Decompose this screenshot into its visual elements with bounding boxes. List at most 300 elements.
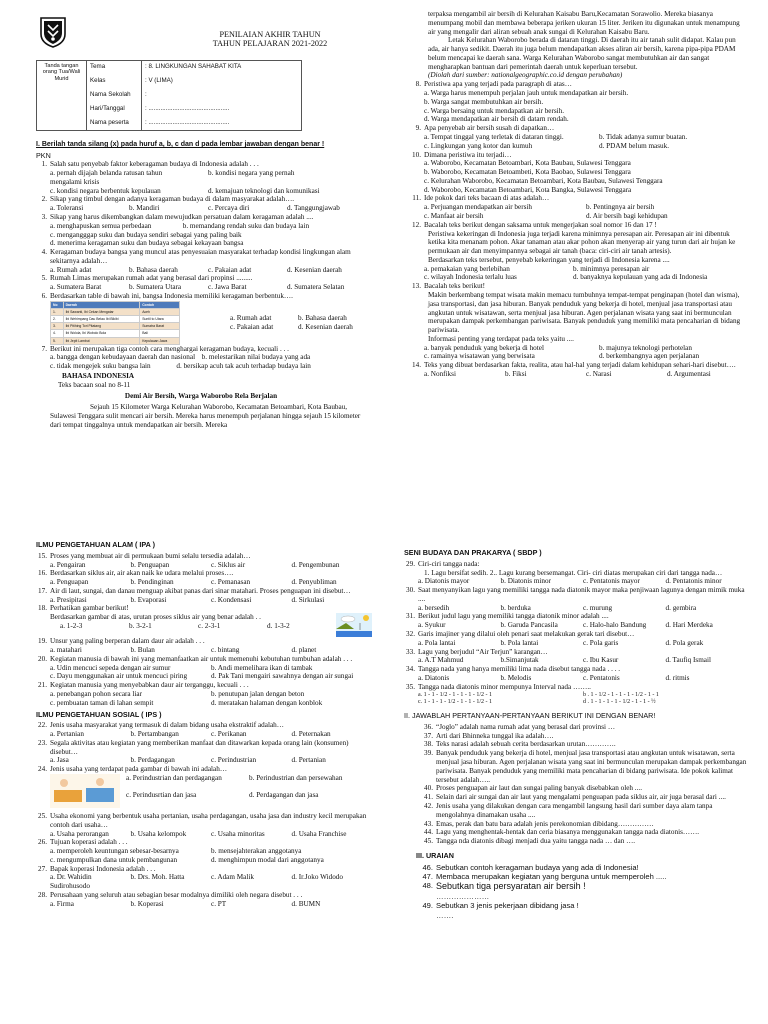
option-b[interactable]: b. Perdagangan [130,756,175,765]
question-text: Kegiatan manusia di bawah ini yang memanfaatkan air untuk memenuhi kebutuhan tumbuhan adalah . . . [50,654,353,663]
reading-paragraph-3: Letak Kelurahan Waborobo berada di dataran tinggi. Di daerah itu air tanah sulit didapat. Kalau pun ada, air hanya sedikit. Daerah itu juga belum mendapatkan akses aliran air bersih, karena pipa-pipa PDAM belum mencapai ke daerah sana. Warga Kelurahan Waborobo sangat membutuhkan air dan sangat mengharapkan bantuan dari pemerintah daerah untuk keperluan tersebut. [428,36,736,71]
question-text: Perhatikan gambar berikut! [50,604,129,613]
option-b[interactable]: b.Simanjutak [500,656,539,665]
option-d[interactable]: d. kemajuan teknologi dan komunikasi [208,186,320,195]
option-a[interactable]: a. 1-2-3 [60,622,83,631]
option-d[interactable]: d. Pak Tani mengairi sawahnya dengan air sungai [211,672,354,681]
option-b[interactable]: b. Andi memelihara ikan di tambak [211,663,313,672]
question-text: Peristiwa apa yang terjadi pada paragraph di atas… [424,80,572,89]
question-20 [36,655,372,664]
sbdp-heading: SENI BUDAYA DAN PRAKARYA ( SBDP ) [404,548,542,557]
question-number: 2. [41,195,47,204]
option-c[interactable]: c. Usaha minoritas [211,829,265,838]
option-c[interactable]: c. 1 - 1 - 1 - 1/2 - 1 - 1 - 1/2 - 1 [418,698,492,705]
info-value-tanggal[interactable]: : ............................................... [142,103,302,117]
question-30 [404,586,748,604]
option-d[interactable]: d. Perdagangan dan jasa [249,790,319,799]
options [36,847,372,865]
options [410,344,748,362]
option-b[interactable]: b. memandang rendah suku dan budaya lain [182,221,310,230]
essay-question [416,828,748,837]
option-c[interactable]: c. Narasi [586,370,612,379]
options [36,646,372,655]
option-b[interactable]: b. Perindustrian dan persewahan [249,773,343,782]
option-a[interactable]: a. Pola lantai [418,638,456,647]
answer-dots[interactable]: ……. [436,910,454,920]
options [410,133,748,151]
question-number: 33. [406,647,415,656]
question-24-body [36,774,372,808]
options [36,283,366,292]
question-number: 3. [41,213,47,221]
option-d[interactable]: d. PDAM belum masuk. [598,141,670,150]
option-b[interactable]: b. Pertambangan [130,730,179,739]
option-a[interactable]: a. Waborobo, Kecamatan Betoambari, Kota Baubau, Sulawesi Tenggara [424,159,631,168]
question-text: Ciri-ciri tangga nada: [418,559,480,568]
option-c[interactable]: c. Kelurahan Waborobo, Kecamatan Betoambari, Kota Baubau, Sulawesi Tenggara [424,176,663,185]
stall-icon [54,790,82,802]
option-c[interactable]: c. 2-3-1 [198,622,221,631]
option-a[interactable]: a. matahari [50,646,82,655]
option-a[interactable]: a. pemakaian yang berlebihan [424,264,510,273]
option-b[interactable]: b. Drs. Moh. Hatta [130,873,185,882]
option-a[interactable]: a. Toleransi [50,204,84,213]
question-text: Saat menyanyikan lagu yang memiliki tangga nada diatonik mayor maka penjiwaan lagunya dengan mimik muka .... [418,586,745,603]
options [36,873,372,891]
question-text: Jenis usaha yang dilakukan dengan cara mengambil langsung hasil dari sumber daya alam tanpa mengolahnya dinamakan usaha .... [436,801,713,819]
option-b[interactable]: b. Evaporasi [130,595,167,604]
option-b[interactable]: b. Diatonis minor [500,577,552,586]
option-d[interactable]: d. BUMN [291,899,321,908]
question-14 [410,361,748,370]
table-cell: Sumatra Barat [140,323,180,330]
option-d[interactable]: d. meratakan halaman dengan konblok [211,698,323,707]
question-19 [36,637,372,646]
options [36,561,372,570]
culture-table [50,301,180,345]
option-c[interactable]: c. Manfaat air bersih [424,211,484,220]
right-top-column [410,10,748,379]
option-c[interactable]: c. Pentatonis [583,673,620,682]
part2-list [404,723,748,846]
table-cell: Ibi Wehimpang Dau Belau Ibi Bikibi [63,316,140,323]
option-b[interactable]: b. Sumatera Utara [129,283,182,292]
option-d[interactable]: d. berkembangnya agen perjalanan [598,352,700,361]
option-a[interactable]: a. Penguapan [50,578,89,587]
option-a[interactable]: a. Syukur [418,621,446,630]
option-c[interactable]: c. Halo-halo Bandung [583,621,647,630]
option-d[interactable]: d. Waborobo, Kecamatan Betoambari, Kota Bangka, Sulawesi Tenggara [424,185,632,194]
option-b[interactable]: b. Mandiri [129,204,160,213]
option-c[interactable]: c. wilayah Indonesia terlalu luas [424,273,517,282]
question-number: 21. [38,681,47,690]
question-24 [36,765,372,774]
option-b[interactable]: b. kondisi negara yang pernah [208,169,295,178]
option-d[interactable]: d. menghimpun modal dari anggotanya [211,855,324,864]
question-35 [404,683,748,692]
question-number: 40. [424,784,433,793]
essay-question [416,732,748,741]
option-b[interactable]: b. Melodis [500,673,532,682]
question-text: Sikap yang timbul dengan adanya keragaman budaya di dalam masyarakat adalah…. [50,195,295,204]
option-b[interactable]: b. mensejahterakan anggotanya [211,847,302,856]
option-a[interactable]: a. Pertanian [50,730,84,739]
question-text: Berdasarkan siklus air, air akan naik ke udara melalui proses…. [50,569,234,578]
question-number: 5. [41,274,47,283]
question-text: Berikut ini merupakan tiga contoh cara menghargai keragaman budaya, kecuali . . . [50,344,289,353]
question-25 [36,812,372,830]
info-value-kelas[interactable]: : V (LIMA) [142,75,302,89]
uraian-question [412,881,748,892]
question-text: Proses yang membuat air di permukaan bumi selalu tersedia adalah… [50,551,251,560]
option-a[interactable]: a. menghapuskan semua perbedaan [50,221,152,230]
option-a[interactable]: a. banyak penduduk yang bekerja di hotel [424,343,544,352]
option-b[interactable]: b. Garuda Pancasila [500,621,558,630]
option-d[interactable]: d. Pola gerak [665,638,704,647]
question-text: Tujuan koperasi adalah . . . [50,838,128,847]
option-c[interactable]: c. Siklus air [211,560,246,569]
option-a[interactable]: a. Jasa [50,756,69,765]
table-cell: Ibi Pitihing Tori Pitatang [63,323,140,330]
question-18-body [36,613,372,637]
options [410,265,748,283]
option-d[interactable]: d. Ir.Joko Widodo [291,873,343,882]
option-b[interactable]: b. Pentingnya air bersih [586,203,655,212]
bahasa-heading: BAHASA INDONESIA [62,372,135,380]
exam-title-line2: TAHUN PELAJARAN 2021-2022 [212,39,328,49]
question-number: 11. [412,194,421,203]
info-value-sekolah[interactable]: : [142,89,302,103]
option-d[interactable]: d. Tanggungjawab [287,204,340,213]
question-number: 7. [41,344,47,353]
option-c[interactable]: c. Adam Malik [211,873,254,882]
option-c[interactable]: c. bintang [211,646,240,655]
essay-question [416,749,748,784]
question-number: 43. [424,819,433,828]
option-d[interactable]: d. Usaha Franchise [291,829,347,838]
option-c[interactable]: c. mengumpulkan dana untuk pembangunan [50,855,178,864]
question-text: Jenis usaha yang terdapat pada gambar di bawah ini adalah… [50,765,228,774]
option-a[interactable]: a. Perindustrian dan perdagangan [126,773,222,782]
part3-list [404,863,748,920]
question-text: Apa penyebab air bersih susah di dapatkan… [424,124,555,133]
options [404,604,748,613]
option-a[interactable]: a. Tempat tinggal yang terletak di dataran tinggi. [424,132,564,141]
options [404,692,748,707]
question-12-passage: Peristiwa kekeringan di Indonesia juga terjadi karena minimnya peresapan air. Peresapan air ini dibentuk ketika kita menanam pohon. Akar tanaman atau akar pohon akan menyerap air yang turun dari air hujan ke permukaan air dan menyimpannya sebagai air tanah (baca: ciri-ciri air tanah artesis). [428,229,736,256]
option-a[interactable]: a. 1 - 1 - 1/2 - 1 - 1 - 1 - 1/2 - 1 [418,691,492,698]
option-b[interactable]: b. 3-2-1 [129,622,152,631]
question-3 [36,213,366,222]
option-a[interactable]: a. Warga harus menempuh perjalan jauh untuk mendapatkan air bersih. [424,89,629,98]
question-22 [36,721,372,730]
option-d[interactable]: d. Sirkulasi [291,595,325,604]
question-number: 19. [38,637,47,646]
option-c[interactable]: c. Ibu Kasur [583,656,619,665]
options [36,266,366,275]
option-a[interactable]: a. Rumah adat [230,313,272,322]
question-text: Arti dari Bhinneka tunggal ika adalah…. [436,731,554,740]
question-number [412,892,436,901]
question-number: 15. [38,551,47,560]
table-header: Daerah [63,301,140,308]
question-13-prompt: Informasi penting yang terdapat pada teks yaitu .... [428,334,574,343]
question-number: 22. [38,721,47,730]
question-32 [404,630,748,639]
question-text: Sebutkan contoh keragaman budaya yang ada di Indonesia! [436,862,639,872]
options [36,222,366,248]
parent-signature-label: Tanda tangan orang Tua/Wali Murid [42,63,81,82]
option-d[interactable]: d. bersikap acuh tak acuh terhadap budaya lain [176,362,311,371]
table-cell: Ibi Wolola, Ibi Wobolo Bola [63,330,140,337]
right-bottom-column [404,546,748,920]
question-number: 39. [424,749,433,758]
question-text: Berikut judul lagu yang memiliki tangga diatonik minor adalah .... [418,612,609,621]
option-a[interactable]: a. Rumah adat [50,265,92,274]
option-b[interactable]: b. Tidak adanya sumur buatan. [598,132,688,141]
question-15 [36,552,372,561]
option-a[interactable]: a. Udin mencuci sepeda dengan air sumur [50,663,171,672]
option-c[interactable]: c. Jawa Barat [208,283,247,292]
question-number: 37. [424,731,433,740]
essay-question [416,820,748,829]
option-b[interactable]: b. minimnya peresapan air [573,264,650,273]
question-number: 14. [412,361,421,370]
question-text: Teks yang dibuat berdasarkan fakta, realita, atau hal-hal yang terjadi dalam kehidupan sehari-hari disebut…. [424,361,736,370]
option-d[interactable]: d. Penyubliman [291,578,337,587]
options [36,730,372,739]
option-b[interactable]: b. Bahasa daerah [129,265,178,274]
option-d[interactable]: d. Peternakan [291,730,331,739]
option-d[interactable]: d. ritmis [665,673,690,682]
option-d[interactable]: d. Sumatera Selatan [287,283,345,292]
question-text: Ide pokok dari teks bacaan di atas adalah… [424,194,550,203]
table-cell: Aceh [140,308,180,315]
option-b[interactable]: b. Penguapan [130,560,170,569]
question-number: 31. [406,612,415,621]
question-number: 34. [406,665,415,674]
option-a[interactable]: a. memperoleh keuntungan sebesar-besarnya [50,847,179,856]
option-c[interactable]: c. mengangggap suku dan budaya sendiri sebagai yang paling baik [50,230,242,239]
answer-dots[interactable]: ………………… [436,892,490,902]
answer-line [412,911,748,920]
info-value-tema[interactable]: : 8. LINGKUNGAN SAHABAT KITA [142,61,302,75]
options [36,664,372,682]
option-c[interactable]: c. Pemanasan [211,578,251,587]
options [120,774,372,808]
option-d[interactable]: d. Kesenian daerah [298,322,353,331]
option-a[interactable]: a. penebangan pohon secara liar [50,689,142,698]
question-number: 41. [424,793,433,802]
question-21 [36,681,372,690]
option-c[interactable]: c. Pakaian adat [208,265,252,274]
question-number: 13. [412,282,421,291]
question-text: Lagu yang berjudul “Air Terjun” karangan… [418,647,548,656]
option-a[interactable]: a. A.T Mahmud [418,656,464,665]
option-b[interactable]: b . 1 - 1/2 - 1 - 1 - 1 - 1/2 - 1 - 1 [583,691,659,698]
question-12 [410,221,748,230]
option-b[interactable]: b. Bulan [130,646,155,655]
option-d[interactable]: d . 1 - 1 - 1 - 1 - 1/2 - 1 - 1 - ½ [583,698,656,705]
option-b[interactable]: b. Pendinginan [130,578,174,587]
question-number: 6. [41,292,47,301]
part3-heading: III. URAIAN [416,850,454,860]
option-b[interactable]: b. Warga sangat membutuhkan air bersih. [424,97,544,106]
option-a[interactable]: a. Diatonis [418,673,450,682]
question-number: 1. [41,160,47,169]
part1-heading: I. Berilah tanda silang (x) pada huruf a, b, c dan d pada lembar jawaban dengan benar ! [36,141,325,148]
option-d[interactable]: d. Hari Merdeka [665,621,713,630]
option-c[interactable]: c. murung [583,603,613,612]
question-18 [36,604,372,613]
option-a[interactable]: a. Firma [50,899,74,908]
question-text: Sikap yang harus dikembangkan dalam mewujudkan persatuan dalam keragaman adalah .... [50,213,314,221]
question-27 [36,865,372,874]
option-b-cont: mengalami krisis [50,177,100,186]
option-c[interactable]: c. Dayu menggunakan air untuk mencuci piring [50,672,188,681]
option-d[interactable]: d. planet [291,646,317,655]
reading-subtitle: Teks bacaan soal no 8-11 [58,380,131,389]
option-c[interactable]: c. ramainya wisatawan yang berwisata [424,352,535,361]
question-text: Bacalah teks berikut! [424,282,486,291]
option-a[interactable]: a. Sumatera Barat [50,283,102,292]
option-a[interactable]: a. pernah dijajah belanda ratusan tahun [50,169,163,178]
option-a[interactable]: a. Pengairan [50,560,86,569]
info-value-peserta[interactable]: : ............................................... [142,117,302,131]
option-d[interactable]: d. Warga mendapatkan air bersih di datarn rendah. [424,115,569,124]
option-d[interactable]: d. 1-3-2 [267,622,290,631]
option-b[interactable]: b. melestarikan nilai budaya yang ada [201,353,311,362]
option-c[interactable]: c. kondisi negara berbentuk kepulauan [50,186,161,195]
option-a[interactable]: a. bersedih [418,603,450,612]
option-d[interactable]: d. Pengembunan [291,560,340,569]
question-text: Kegiatan manusia yang menyebabkan daur air terganggu, kecuali . . . [50,681,249,690]
option-b[interactable]: b. Pola lantai [500,638,539,647]
question-text: Emas, perak dan batu bara adalah jenis perekonomian dibidang…………… [436,819,654,828]
option-d[interactable]: d. gembira [665,603,697,612]
option-c[interactable]: c. PT [211,899,227,908]
reading-title: Demi Air Bersih, Warga Waborobo Rela Berjalan [124,391,278,400]
option-c[interactable]: c. Perindustrian [211,756,257,765]
option-b[interactable]: b. majunya teknologi perhotelan [598,343,692,352]
question-text: Rumah Limas merupakan rumah adat yang berasal dari propinsi ......... [50,274,253,283]
option-c[interactable]: c. Percaya diri [208,204,250,213]
option-d[interactable]: d. Air bersih bagi kehidupan [586,211,668,220]
option-a[interactable]: a. Usaha perorangan [50,829,109,838]
option-c[interactable]: c. Warga bersaing untuk mendapatkan air bersih. [424,106,565,115]
option-a[interactable]: a. Dr. Wahidin Sudirohusodo [50,873,92,891]
options [36,900,372,909]
reading-paragraph-1: Sejauh 15 Kilometer Warga Kelurahan Waborobo, Kecamatan Betoambari, Kota Baubau, Sulawesi Tenggara sulit mencari air bersih. Mereka harus menempuh perjalanan hingga sejauh 15 kilometer dari tempat tinggalnya untuk mendapatkan air bersih. Mereka [50,403,361,429]
option-d[interactable]: d. Argumentasi [667,370,711,379]
option-b[interactable]: b. Koperasi [130,899,164,908]
essay-question [416,740,748,749]
option-b[interactable]: b. Fiksi [505,370,527,379]
option-c[interactable]: c. Kondensasi [211,595,252,604]
school-emblem-logo [38,16,68,48]
options [404,577,748,586]
options [36,830,372,839]
option-c[interactable]: c. Perindusrtian dan jasa [126,790,197,799]
option-b[interactable]: b. Usaha kelompok [130,829,187,838]
option-c[interactable]: c. Lingkungan yang kotor dan kumuh [424,141,533,150]
table-cell: Suntil to Utara [140,316,180,323]
question-text: Selain dari air sungai dan air laut yang mengalami penguapan pada siklus air, air juga berasal dari .... [436,793,726,802]
student-info-table [36,60,302,131]
question-number: 45. [424,837,433,846]
question-number: 9. [415,124,421,133]
question-text: Berdasarkan table di bawah ini, bangsa Indonesia memiliki keragaman berbentuk…. [50,292,293,301]
question-4 [36,248,366,266]
question-29 [404,560,748,569]
table-cell: Bali [140,330,180,337]
option-d[interactable]: d. Taufiq Ismail [665,656,711,665]
option-c[interactable]: c. Pola garis [583,638,619,647]
question-text: Bapak koperasi Indonesia adalah . . . [50,864,156,873]
table-cell: 1. [51,308,64,315]
option-c[interactable]: c. Pakaian adat [230,322,274,331]
options [36,690,372,708]
option-c[interactable]: c. Pentatonis mayor [583,577,640,586]
question-number: 28. [38,891,47,899]
option-a[interactable]: a. Diatonis mayor [418,577,470,586]
option-b[interactable]: b. Waborobo, Kecamatan Betoambeti, Kota Baobao, Sulawesi Tenggara [424,168,631,177]
option-a[interactable]: a. bangga dengan kebudayaan daerah dan nasional [50,353,196,362]
sun-icon [363,615,369,621]
option-d[interactable]: d. Pentatonis minor [665,577,722,586]
question-number: 24. [38,765,47,774]
info-label-tanggal: Hari/Tanggal [87,103,142,117]
option-a[interactable]: a. Nonfiksi [424,370,456,379]
question-34 [404,665,748,674]
uraian-question [412,872,748,881]
option-c[interactable]: c. tidak mengejek suku bangsa lain [50,362,151,371]
question-2 [36,195,366,204]
question-text: Tangga nada yang hanya memiliki lima nada disebut tangga nada . . . . [418,665,621,674]
question-text: Tangga nda diatonis dibagi menjadi dua yaitu tangga nada … dan …. [436,837,636,846]
question-text: “Joglo” adalah nama rumah adat yang berasal dari provinsi … [436,722,616,731]
option-b[interactable]: b. berduka [500,603,531,612]
question-text: Perusahaan yang seluruh atau sebagian besar modalnya dimiliki oleh negara disebut . . . [50,891,303,899]
parent-signature-box [37,61,87,131]
option-c[interactable]: c. Perikanan [211,730,247,739]
option-d[interactable]: d. menerima keragaman suku dan budaya sebagai kekayaan bangsa [50,239,244,248]
person-icon [96,778,104,786]
option-a[interactable]: a. Perjuangan mendapatkan air bersih [424,203,532,212]
uraian-question [412,863,748,872]
essay-question [416,793,748,802]
question-23 [36,739,372,757]
left-top-column [36,138,366,430]
option-a[interactable]: a. Presipitasi [50,595,87,604]
question-16 [36,569,372,578]
option-b[interactable]: b. penutupan jalan dengan beton [211,689,305,698]
question-text: Segala aktivitas atau kegiatan yang memberikan manfaat dan ditawarkan kepada orang lain (konsumen) disebut… [50,738,349,756]
option-b[interactable]: b. Bahasa daerah [298,313,347,322]
option-d[interactable]: d. Pertanian [291,756,326,765]
option-d[interactable]: d. Kesenian daerah [287,265,342,274]
options [36,596,372,605]
options [36,756,372,765]
option-c[interactable]: c. pembuatan taman di lahan sempit [50,698,154,707]
question-6 [36,292,366,301]
option-d[interactable]: d. banyaknya kepulauan yang ada di Indonesia [573,273,708,282]
question-text: Bacalah teks berikut dengan saksama untuk mengerjakan soal nomor 16 dan 17 ! [424,220,657,229]
question-6-body [36,301,366,345]
question-text: Dimana peristiwa itu terjadi… [424,150,512,159]
question-9 [410,124,748,133]
question-text: Tangga nada diatonis minor mempunya Interval nada …….. [418,682,591,691]
